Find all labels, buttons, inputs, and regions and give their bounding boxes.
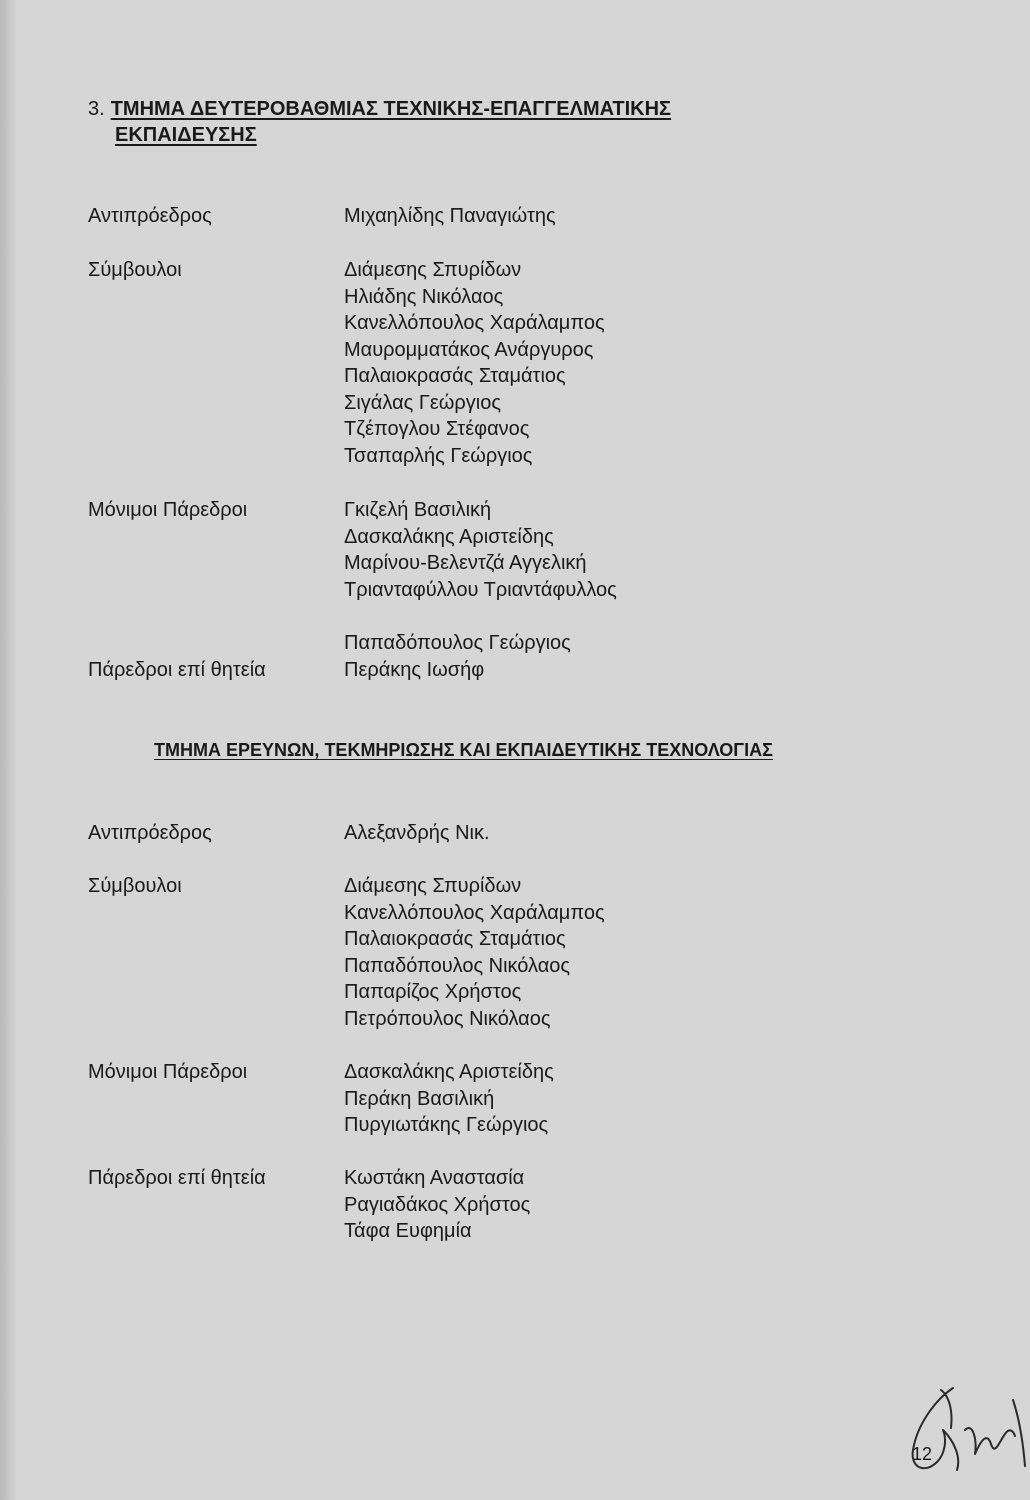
- person-name: Σιγάλας Γεώργιος: [344, 391, 501, 414]
- person-name: Μαυρομματάκος Ανάργυρος: [344, 338, 594, 361]
- handwritten-signature: [895, 1370, 1030, 1490]
- person-name: Τζέπογλου Στέφανος: [344, 418, 530, 440]
- person-name: Τριανταφύλλου Τριαντάφυλλος: [344, 578, 617, 601]
- person-name: Περάκης Ιωσήφ: [344, 658, 485, 681]
- person-name: Γκιζελή Βασιλική: [344, 499, 492, 521]
- person-name: Τάφα Ευφημία: [344, 1220, 472, 1242]
- person-name: Τσαπαρλής Γεώργιος: [344, 444, 533, 467]
- person-name: Περάκη Βασιλική: [344, 1087, 495, 1110]
- councillors-list: [344, 257, 605, 469]
- person-name: Διάμεσης Σπυρίδων: [344, 875, 522, 897]
- person-name: Παπαδόπουλος Γεώργιος: [344, 632, 571, 654]
- councillors-list: [344, 873, 605, 1032]
- person-name: Πετρόπουλος Νικόλαος: [344, 1007, 551, 1030]
- person-name: Ραγιαδάκος Χρήστος: [344, 1193, 531, 1216]
- section-title-line1: ΤΜΗΜΑ ΔΕΥΤΕΡΟΒΑΘΜΙΑΣ ΤΕΧΝΙΚΗΣ-ΕΠΑΓΓΕΛΜΑΤΙΚΗΣ: [110, 98, 672, 120]
- person-name: Δασκαλάκης Αριστείδης: [344, 1061, 554, 1083]
- permanent-assessors-list: [344, 1059, 554, 1139]
- person-name: Ηλιάδης Νικόλαος: [344, 285, 504, 308]
- page-edge-shadow: [0, 0, 16, 1500]
- person-name: Αλεξανδρής Νικ.: [344, 822, 490, 844]
- person-name: Μιχαηλίδης Παναγιώτης: [344, 205, 556, 227]
- seconded-assessors-list: [344, 630, 571, 683]
- seconded-assessors-label: Πάρεδροι επί θητεία: [88, 659, 266, 681]
- person-name: Παπαρίζος Χρήστος: [344, 981, 522, 1003]
- permanent-assessors-label: Μόνιμοι Πάρεδροι: [88, 1061, 248, 1083]
- person-name: Παλαιοκρασάς Σταμάτιος: [344, 365, 566, 387]
- person-name: Κανελλόπουλος Χαράλαμπος: [344, 312, 605, 334]
- permanent-assessors-list: [344, 497, 617, 603]
- person-name: Κωστάκη Αναστασία: [344, 1167, 525, 1189]
- vice-president-label: Αντιπρόεδρος: [88, 205, 212, 227]
- seconded-assessors-label: Πάρεδροι επί θητεία: [88, 1167, 266, 1189]
- councillors-label: Σύμβουλοι: [88, 875, 182, 897]
- person-name: Παπαδόπουλος Νικόλαος: [344, 954, 571, 977]
- vice-president-label: Αντιπρόεδρος: [88, 822, 212, 844]
- person-name: Παλαιοκρασάς Σταμάτιος: [344, 928, 566, 950]
- section-number: 3.: [88, 98, 105, 120]
- councillors-label: Σύμβουλοι: [88, 259, 182, 281]
- vice-president-names: [344, 820, 490, 847]
- research-section-heading: ΤΜΗΜΑ ΕΡΕΥΝΩΝ, ΤΕΚΜΗΡΙΩΣΗΣ ΚΑΙ ΕΚΠΑΙΔΕΥΤΙΚΗΣ ΤΕΧΝΟΛΟΓΙΑΣ: [154, 740, 773, 760]
- page-number: 12: [912, 1444, 933, 1464]
- person-name: Δασκαλάκης Αριστείδης: [344, 525, 554, 548]
- permanent-assessors-label: Μόνιμοι Πάρεδροι: [88, 499, 248, 521]
- person-name: Μαρίνου-Βελεντζά Αγγελική: [344, 552, 587, 574]
- person-name: Πυργιωτάκης Γεώργιος: [344, 1114, 549, 1136]
- vice-president-names: [344, 203, 556, 230]
- seconded-assessors-list: [344, 1165, 530, 1245]
- section-title-line2: ΕΚΠΑΙΔΕΥΣΗΣ: [115, 124, 257, 146]
- person-name: Κανελλόπουλος Χαράλαμπος: [344, 901, 605, 924]
- person-name: Διάμεσης Σπυρίδων: [344, 259, 522, 281]
- section-3-heading: [88, 96, 808, 148]
